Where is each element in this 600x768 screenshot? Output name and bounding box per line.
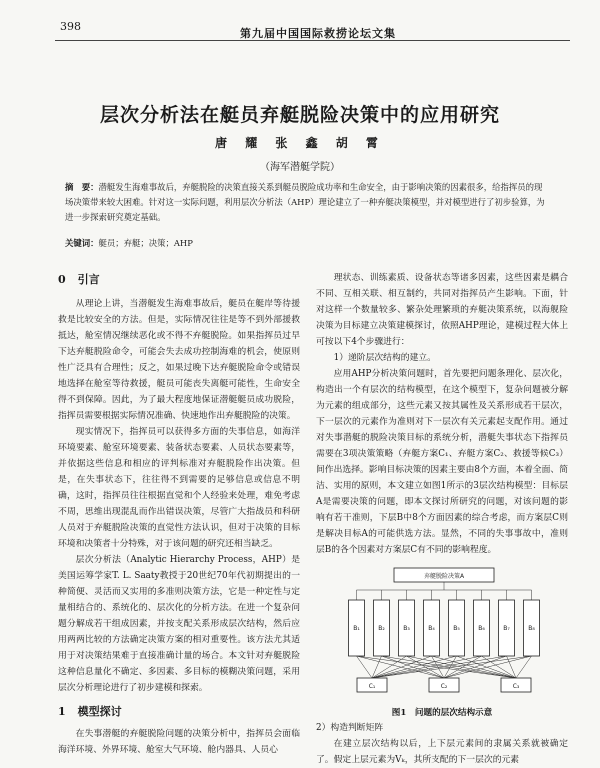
right-column [316, 270, 568, 558]
right-paragraph: 应用AHP分析决策问题时，首先要把问题条理化、层次化，构造出一个有层次的结构模型，在这个模型下，复杂问题被分解为元素的组成部分，这些元素又按其属性及关系形成若干层次，下一层次的元素作为准则对下一层次有关元素起支配作用。通过对失事潜艇的脱险决策目标的系统分析，潜艇失事状态下指挥员需要在3项决策策略（弃艇方案C₁、弃艇方案C₂、救援等候C₃）间作出选择。影响目标决策的因素主要由8个方面，本着全面、简洁、实用的原则，本文建立如图1所示的3层次结构模型：目标层A是需要决策的问题，即本文探讨所研究的问题，对该问题的影响有若干准则，下层B中8个方面因素的综合考虑，而方案层C则是解决目标A的可能供选方法。显然，不同的失事事故中，准则层B的各个因素对方案层C有不同的影响程度。 [316, 369, 568, 555]
goal-label: 弃艇脱险决策A [423, 573, 465, 580]
criterion-label: B₆ [478, 625, 485, 632]
paper-title: 层次分析法在艇员弃艇脱险决策中的应用研究 [99, 104, 500, 126]
affiliation: （海军潜艇学院） [260, 162, 340, 173]
subheading-judgment-matrix: 2）构造判断矩阵 [316, 723, 384, 733]
criterion-label: B₇ [503, 625, 510, 632]
section-1-paragraph: 在失事潜艇的弃艇脱险问题的决策分析中，指挥员会面临海洋环境、外界环境、舱室大气环境、舱内器具、人员心 [58, 729, 300, 755]
keywords-text: 艇员；弃艇；决策；AHP [98, 238, 193, 248]
criterion-label: B₅ [453, 625, 460, 632]
section-0-title: 引言 [77, 273, 100, 286]
section-1-title: 模型探讨 [77, 705, 122, 718]
right-paragraph: 理状态、训练素质、设备状态等诸多因素，这些因素是耦合不同、互相关联、相互制约，共同对指挥员产生影响。下面，针对这样一个数量较多、繁杂处理繁琐的弃艇决策系统，以海舰险决策为目标建立决策建模探讨，依照AHP理论，建模过程大体上可按以下4个步骤进行： [316, 273, 568, 347]
left-column [58, 272, 300, 758]
criterion-label: B₄ [428, 625, 435, 632]
abstract-text: 潜艇发生海难事故后，弃艇脱险的决策直接关系到艇员脱险成功率和生命安全，由于影响决策的因素很多，给指挥员的现场决策带来较大困难。针对这一实际问题，利用层次分析法（AHP）理论建立了一种弃艇决策模型，并对模型进行了初步验算，为进一步探索研究奠定基础。 [65, 182, 545, 222]
figure-caption: 图1 问题的层次结构示意 [391, 708, 493, 718]
alternatives-layer [357, 678, 531, 692]
keywords-label: 关键词： [65, 238, 99, 248]
hierarchy-figure [336, 566, 552, 696]
section-0-heading [58, 272, 300, 288]
section-0-number: 0 [58, 273, 66, 286]
criterion-alternative-link [372, 656, 482, 678]
right-paragraph: 1）递阶层次结构的建立。 [333, 353, 436, 363]
page-number: 398 [60, 20, 81, 33]
abstract [65, 180, 550, 225]
section-0-paragraph: 层次分析法（Analytic Hierarchy Process，AHP）是美国运筹学家T. L. Saaty教授于20世纪70年代初期提出的一种简便、灵活而又实用的多准则决策方法，它是一种定性与定量相结合的、系统化的、层次化的分析方法。在进一个复杂问题分解成若干组成因素，并按支配关系形成层次结构，然后应用两两比较的方法确定决策方案的相对重要性。该方法尤其适用于对决策结果难于直接准确计量的场合。本文针对弃艇脱险这种信息量化不确定、多因素、多目标的模糊决策问题，采用层次分析理论进行了初步建模和探索。 [58, 555, 300, 693]
criterion-label: B₂ [378, 625, 385, 632]
running-title: 第九届中国国际救捞论坛文集 [240, 27, 396, 40]
alternative-label: C₂ [440, 683, 448, 690]
criterion-alternative-link [372, 656, 457, 678]
keywords [65, 237, 550, 249]
section-1-number: 1 [58, 705, 66, 718]
section-0-paragraph: 现实情况下，指挥员可以获得多方面的失事信息，如海洋环境要素、舱室环境要素、装备状态要素、人员状态要素等，并依据这些信息和相应的评判标准对弃艇脱险作出决策。但是，在失事状态下，往往得不到需要的足够信息或信息不明确，这时，指挥员往往根据直觉和个人经验来处理，难免考虑不周，思维出现混乱而作出错误决策，尽管广大指战员和科研人员对于弃艇脱险决策的直觉性方法认识，但对于决策的目标环境和决策者十分特殊，对于该问题的研究还相当缺乏。 [58, 427, 300, 549]
criteria-layer [349, 600, 540, 656]
abstract-label: 摘 要： [65, 182, 99, 192]
criterion-label: B₃ [403, 625, 410, 632]
criterion-label: B₁ [353, 625, 360, 632]
section-0-paragraph: 从理论上讲，当潜艇发生海难事故后，艇员在艇岸等待援救是比较安全的方法。但是，实际情况往往是等不到外部援救抵达，舱室情况继续恶化或不得不弃艇脱险。如果指挥员过早下达弃艇脱险命令，可能会失去成功控制海难的机会，使原则性广泛具有合理性；反之，如果过晚下达弃艇脱险命令或错误地选择在舱室等待救援，艇员可能丧失离艇可能性，生命安全得不到保障。因此，为了最大程度地保证潜艇艇员成功脱险，指挥员需要根据实际情况准确、快速地作出弃艇脱险的决策。 [58, 299, 300, 421]
header-rule [55, 40, 570, 41]
authors: 唐 耀 张 鑫 胡 霄 [215, 136, 385, 150]
alternative-label: C₁ [368, 683, 376, 690]
right-paragraph: 在建立层次结构以后，上下层元素间的隶属关系就被确定了。假定上层元素为Vₖ，其所支配的下一层次的元素 [316, 739, 568, 765]
section-1-heading [58, 704, 300, 720]
right-column-continued [316, 720, 568, 768]
alternative-label: C₃ [512, 683, 520, 690]
criterion-label: B₈ [528, 625, 535, 632]
